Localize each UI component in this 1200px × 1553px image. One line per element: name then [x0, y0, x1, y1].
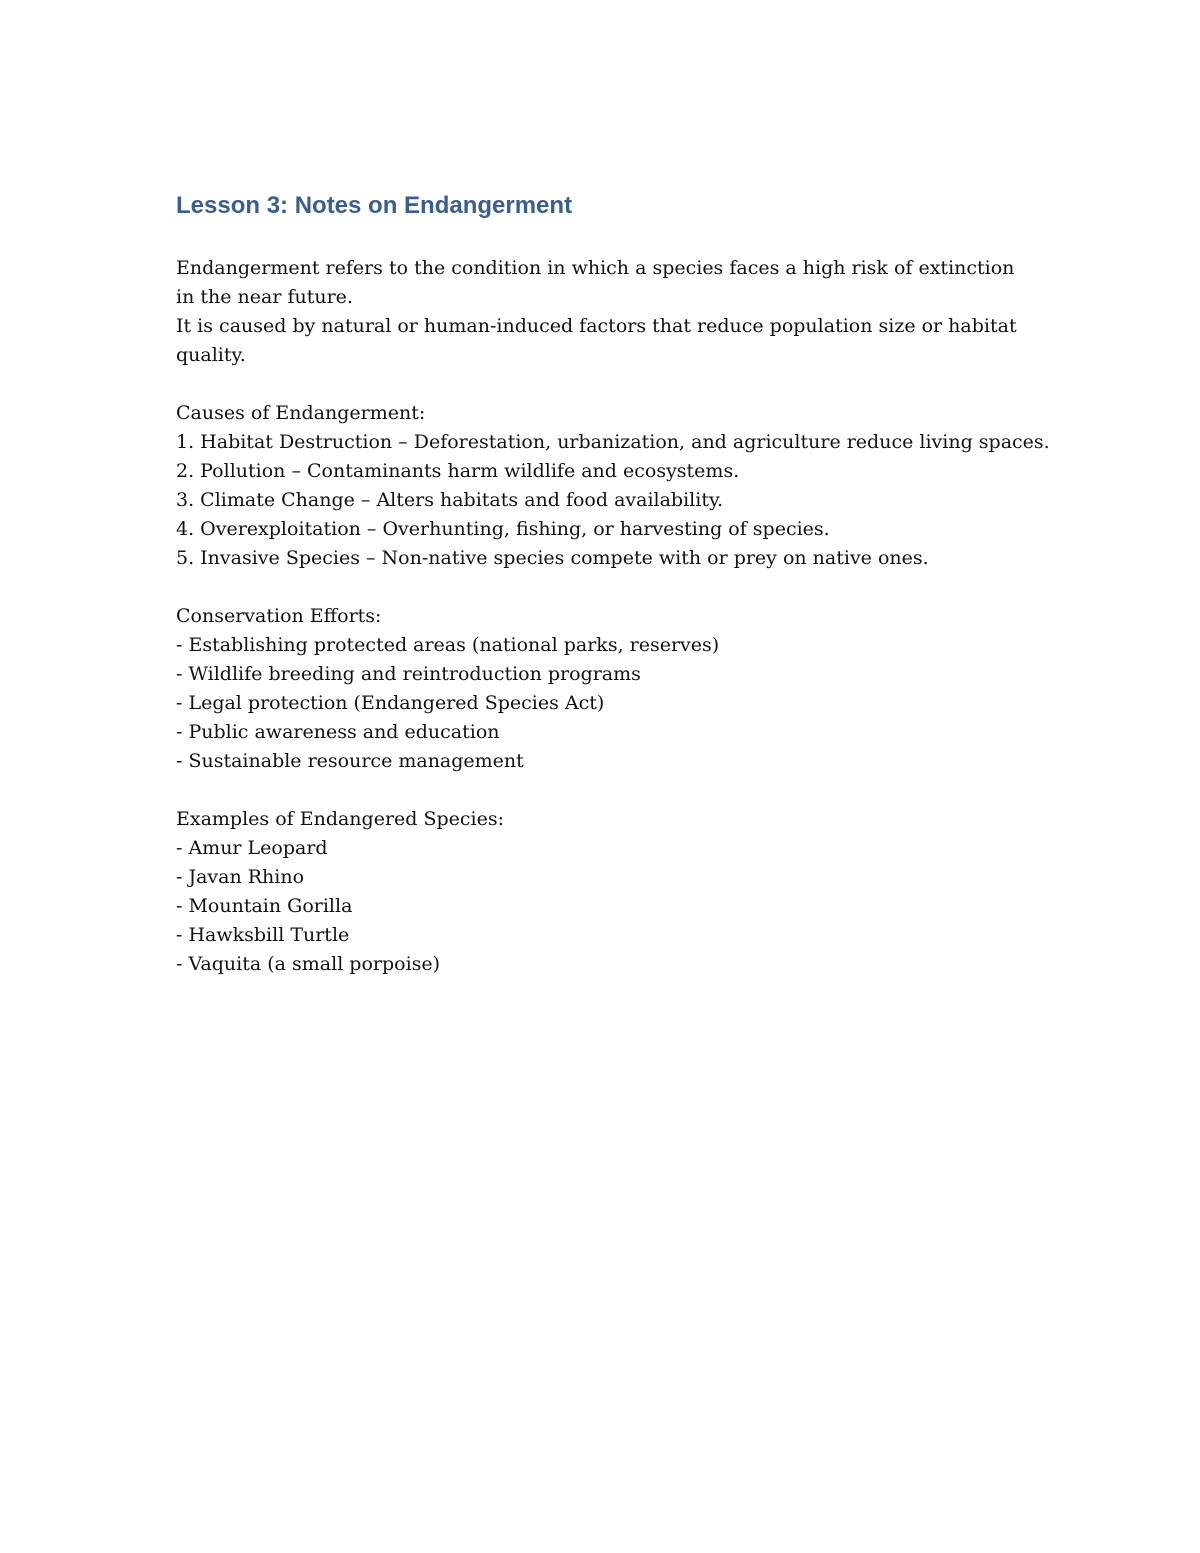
list-item: - Mountain Gorilla	[176, 895, 353, 917]
list-item: 2. Pollution – Contaminants harm wildlife and ecosystems.	[176, 460, 740, 482]
spacer	[176, 370, 1036, 399]
causes-heading: Causes of Endangerment:	[176, 402, 426, 424]
list-item: 4. Overexploitation – Overhunting, fishing, or harvesting of species.	[176, 518, 830, 540]
conservation-list	[176, 631, 1036, 776]
list-item: 1. Habitat Destruction – Deforestation, urbanization, and agriculture reduce living spaces.	[176, 431, 1050, 453]
list-item: - Vaquita (a small porpoise)	[176, 953, 441, 975]
spacer	[176, 573, 1036, 602]
intro-paragraph-2: It is caused by natural or human-induced factors that reduce population size or habitat quality.	[176, 315, 1017, 366]
list-item: 3. Climate Change – Alters habitats and food availability.	[176, 489, 724, 511]
list-item: - Legal protection (Endangered Species Act)	[176, 692, 605, 714]
list-item: - Public awareness and education	[176, 721, 500, 743]
list-item: - Establishing protected areas (national parks, reserves)	[176, 634, 720, 656]
page-title: Lesson 3: Notes on Endangerment	[176, 192, 573, 219]
list-item: - Amur Leopard	[176, 837, 328, 859]
causes-list	[176, 428, 1050, 573]
intro-paragraph-1: Endangerment refers to the condition in which a species faces a high risk of extinction in the near future.	[176, 257, 1015, 308]
list-item: - Wildlife breeding and reintroduction programs	[176, 663, 641, 685]
examples-list	[176, 834, 1036, 979]
list-item: - Hawksbill Turtle	[176, 924, 350, 946]
list-item: - Sustainable resource management	[176, 750, 524, 772]
spacer	[176, 776, 1036, 805]
conservation-heading: Conservation Efforts:	[176, 605, 382, 627]
document-body	[176, 190, 1050, 979]
list-item: 5. Invasive Species – Non-native species compete with or prey on native ones.	[176, 547, 929, 569]
list-item: - Javan Rhino	[176, 866, 305, 888]
examples-heading: Examples of Endangered Species:	[176, 808, 505, 830]
